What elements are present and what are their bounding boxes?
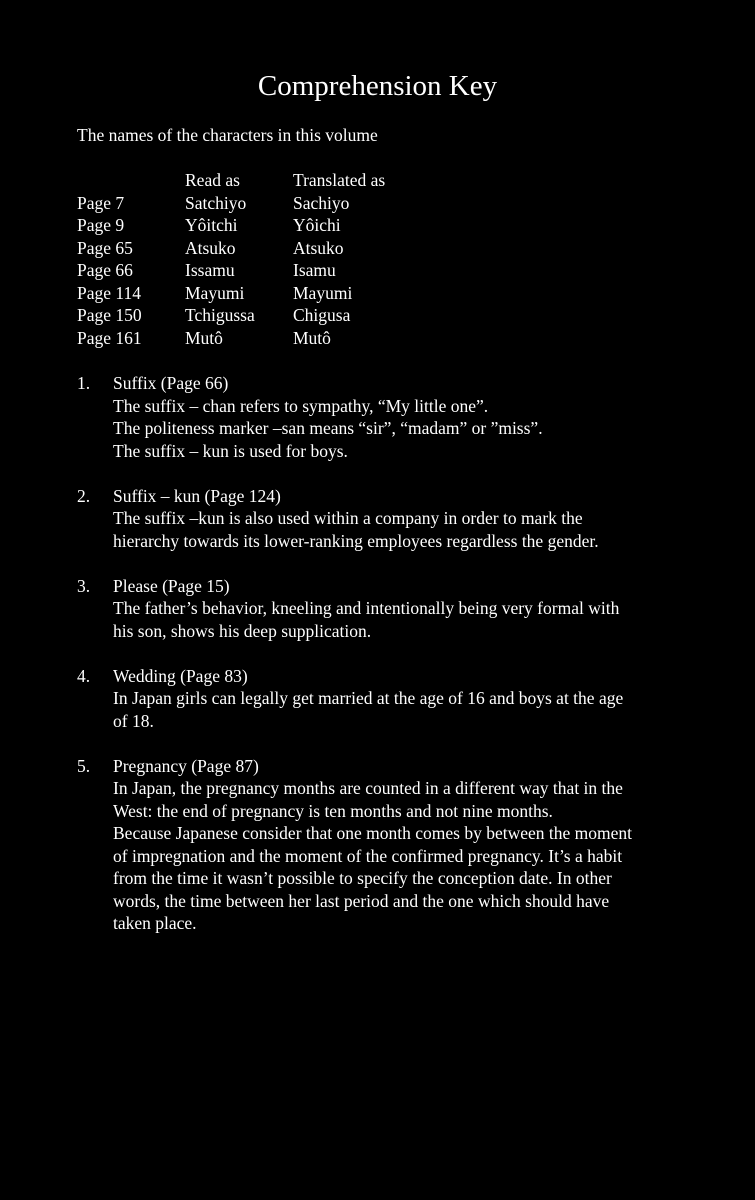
name-read-as: Tchigussa xyxy=(185,305,255,325)
name-page: Page 9 xyxy=(77,215,125,235)
name-page: Page 66 xyxy=(77,260,133,280)
note-line: In Japan girls can legally get married at the age of 16 and boys at the age xyxy=(113,688,624,708)
note-number: 1. xyxy=(77,373,91,393)
note-line: words, the time between her last period and the one which should have xyxy=(113,890,610,911)
name-read-as: Mayumi xyxy=(185,282,245,303)
note-item xyxy=(77,372,677,462)
note-number: 4. xyxy=(77,665,91,686)
note-heading: Pregnancy (Page 87) xyxy=(113,755,259,776)
note-line: The suffix –kun is also used within a company in order to mark the xyxy=(113,508,583,528)
name-translated-as: Isamu xyxy=(293,260,336,280)
name-page: Page 150 xyxy=(77,305,142,325)
name-translated-as: Mayumi xyxy=(293,282,353,303)
name-read-as: Mutô xyxy=(185,327,223,348)
names-table-row xyxy=(77,282,433,305)
note-line: In Japan, the pregnancy months are counted in a different way that in the xyxy=(113,778,623,798)
note-line: of 18. xyxy=(113,710,154,731)
note-line: from the time it wasn’t possible to specify the conception date. In other xyxy=(113,868,612,888)
names-table-row xyxy=(77,304,433,327)
notes-list xyxy=(77,372,677,957)
note-line: taken place. xyxy=(113,913,197,933)
note-line: The politeness marker –san means “sir”, “madam” or ”miss”. xyxy=(113,418,543,438)
note-line: The suffix – kun is used for boys. xyxy=(113,440,348,461)
name-page: Page 161 xyxy=(77,327,142,348)
names-table xyxy=(77,169,433,349)
note-number: 2. xyxy=(77,485,91,506)
note-line: The father’s behavior, kneeling and intentionally being very formal with xyxy=(113,598,620,618)
note-line: his son, shows his deep supplication. xyxy=(113,620,372,641)
note-item xyxy=(77,665,677,733)
name-translated-as: Yôichi xyxy=(293,215,341,235)
note-heading: Suffix (Page 66) xyxy=(113,373,229,393)
name-read-as: Atsuko xyxy=(185,237,236,258)
name-translated-as: Atsuko xyxy=(293,237,344,258)
header-page xyxy=(77,169,185,192)
name-translated-as: Mutô xyxy=(293,327,331,348)
note-body xyxy=(113,755,677,935)
names-table-header xyxy=(77,169,433,192)
note-body xyxy=(113,372,677,462)
name-translated-as: Chigusa xyxy=(293,305,351,325)
note-line: The suffix – chan refers to sympathy, “My little one”. xyxy=(113,395,489,416)
header-translated-as: Translated as xyxy=(293,170,386,190)
note-heading: Wedding (Page 83) xyxy=(113,665,248,686)
note-body xyxy=(113,575,677,643)
names-table-row xyxy=(77,192,433,215)
names-table-row xyxy=(77,214,433,237)
header-read-as: Read as xyxy=(185,170,240,190)
note-number: 5. xyxy=(77,755,91,776)
note-item xyxy=(77,755,677,935)
name-read-as: Yôitchi xyxy=(185,215,238,235)
note-body xyxy=(113,665,677,733)
note-heading: Suffix – kun (Page 124) xyxy=(113,485,281,506)
note-line: Because Japanese consider that one month comes by between the moment xyxy=(113,823,633,843)
note-line: of impregnation and the moment of the confirmed pregnancy. It’s a habit xyxy=(113,845,623,866)
names-table-row xyxy=(77,327,433,350)
note-number: 3. xyxy=(77,575,91,596)
page-title: Comprehension Key xyxy=(257,70,498,102)
note-line: West: the end of pregnancy is ten months and not nine months. xyxy=(113,800,553,821)
note-line: hierarchy towards its lower-ranking employees regardless the gender. xyxy=(113,530,599,551)
name-translated-as: Sachiyo xyxy=(293,192,350,213)
note-item xyxy=(77,575,677,643)
name-page: Page 114 xyxy=(77,282,141,303)
name-read-as: Satchiyo xyxy=(185,192,247,213)
name-page: Page 7 xyxy=(77,192,125,213)
name-read-as: Issamu xyxy=(185,260,235,280)
names-table-row xyxy=(77,237,433,260)
note-body xyxy=(113,485,677,553)
note-heading: Please (Page 15) xyxy=(113,575,230,596)
names-intro: The names of the characters in this volume xyxy=(77,125,378,145)
note-item xyxy=(77,485,677,553)
names-table-row xyxy=(77,259,433,282)
name-page: Page 65 xyxy=(77,237,133,258)
